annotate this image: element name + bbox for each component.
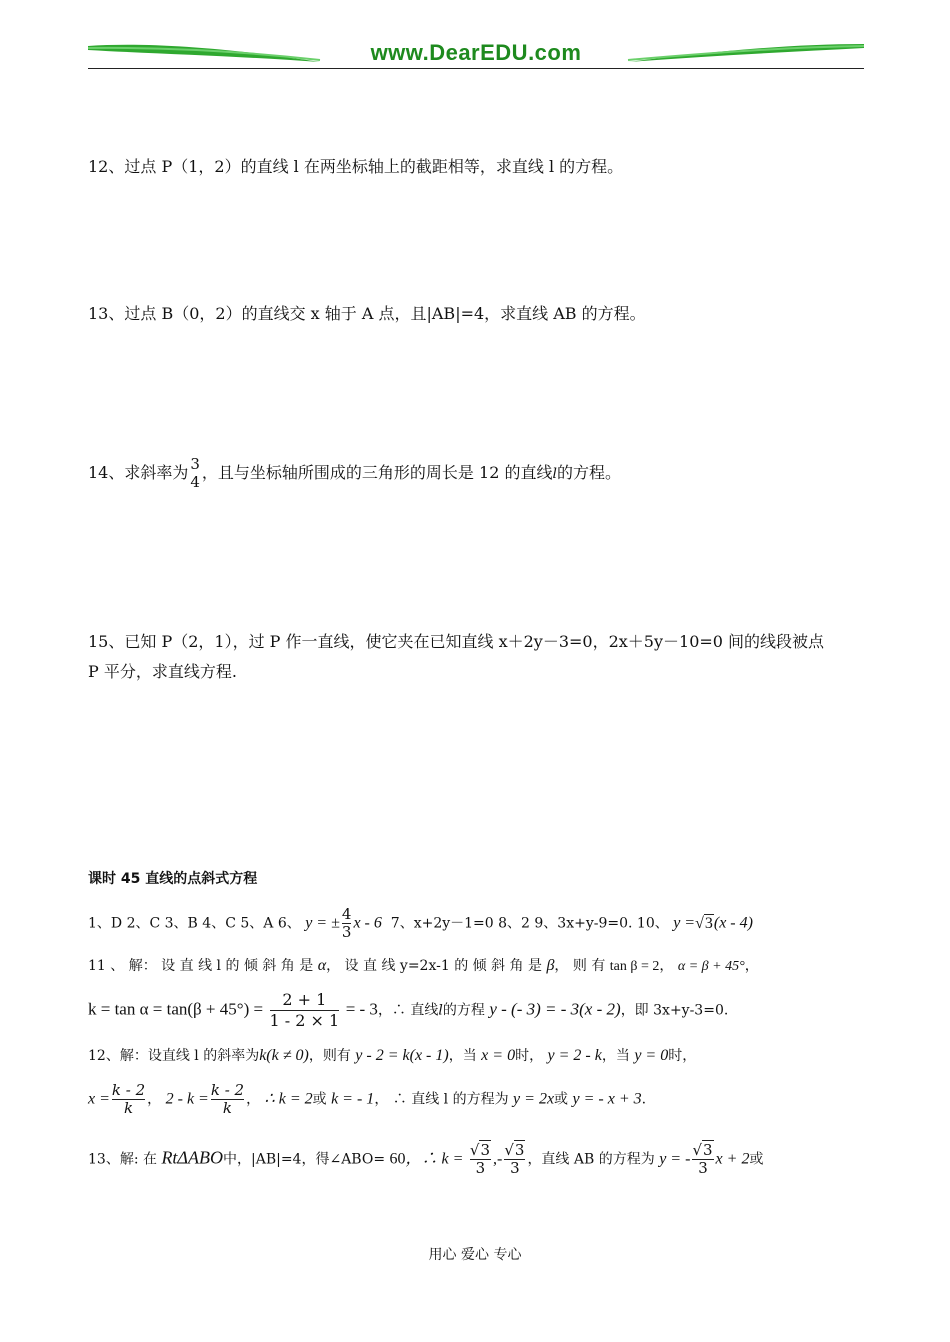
slope-fraction-3 <box>692 1142 713 1177</box>
or-text: 或 <box>554 1091 569 1108</box>
fraction-numerator: √3 <box>692 1141 713 1159</box>
angle-value: 60 <box>389 1150 406 1168</box>
line-symbol: l <box>438 1002 443 1019</box>
answer-11-line-1 <box>88 953 759 980</box>
answer-13-text-a: 13、解: 在 <box>88 1151 157 1168</box>
line-equation-2: y = - x + 3 <box>572 1090 642 1108</box>
radicand: 3 <box>703 1141 713 1159</box>
therefore-text: ，∴ 直线 <box>377 1002 439 1019</box>
slope-fraction-2 <box>504 1142 525 1177</box>
k-solution-1: ∴ k = 2 <box>264 1090 313 1108</box>
answer-12-text-f: 时， <box>668 1048 697 1064</box>
intercept-fraction <box>211 1082 244 1117</box>
question-15-line-1: 15、已知 P（2，1），过 P 作一直线，使它夹在已知直线 x＋2y－3=0，2x＋5y－10=0 间的线段被点 <box>88 632 825 651</box>
answer-11-line-2 <box>88 990 728 1031</box>
radicand: 3 <box>480 1141 490 1159</box>
answer-12-text-d: 时， <box>515 1048 544 1064</box>
line-eq-lhs: y = - <box>659 1150 691 1168</box>
or-text: 或 <box>312 1091 327 1108</box>
answer-6-lhs: y = ± <box>305 914 340 932</box>
answer-13-line-1 <box>88 1142 763 1177</box>
x-zero: x = 0 <box>481 1047 516 1064</box>
answer-line-1-6-10 <box>88 906 753 941</box>
fraction-numerator: 3 <box>190 455 200 473</box>
period: . <box>641 1091 647 1108</box>
fraction-numerator: k - 2 <box>210 1081 245 1099</box>
slope-fraction-1 <box>470 1142 491 1177</box>
alpha-symbol: α <box>317 957 327 974</box>
slope-k: k(k ≠ 0) <box>259 1047 309 1064</box>
fraction-denominator: k <box>123 1099 134 1117</box>
fraction-denominator: 3 <box>475 1159 486 1177</box>
question-12: 12、过点 P（1，2）的直线 l 在两坐标轴上的截距相等，求直线 l 的方程。 <box>88 157 624 176</box>
answer-13-text-b: 中，|AB|=4，得∠ABO= <box>223 1151 386 1168</box>
separator: ， <box>744 958 759 974</box>
answers-section-title: 课时 45 直线的点斜式方程 <box>88 871 258 887</box>
question-14-body: ，且与坐标轴所围成的三角形的周长是 12 的直线 <box>201 463 553 482</box>
x-intercept-fraction <box>112 1082 145 1117</box>
fraction-denominator: 4 <box>190 473 200 491</box>
answer-6-rhs: x - 6 <box>353 914 382 932</box>
alpha-eq: α = β + 45° <box>677 959 745 974</box>
k-value: = - 3 <box>345 999 378 1019</box>
line-symbol: l <box>552 466 557 482</box>
k-solution-2: k = - 1 <box>331 1090 375 1108</box>
beta-symbol: β <box>546 957 555 974</box>
fraction-numerator: 4 <box>341 905 352 923</box>
page-header <box>88 38 864 74</box>
question-13: 13、过点 B（0，2）的直线交 x 轴于 A 点，且|AB|=4，求直线 AB 的方程。 <box>88 304 646 323</box>
line-equation-1: y = 2x <box>513 1090 555 1108</box>
answer-11-text-b: ， 设 直 线 y=2x-1 的 倾 斜 角 是 <box>326 958 542 974</box>
separator: ， <box>246 1091 261 1108</box>
tan-beta-eq: tan β = 2 <box>609 959 660 974</box>
fraction-numerator: √3 <box>469 1141 490 1159</box>
answer-12-line-1 <box>88 1043 696 1069</box>
question-15 <box>88 627 868 687</box>
page-footer: 用心 爱心 专心 <box>428 1247 522 1263</box>
brand-logo-text: www.DearEDU.com <box>370 40 582 65</box>
answers-7-to-10: 7、x+2y－1=0 8、2 9、3x+y-9=0. 10、 <box>390 915 669 932</box>
answer-12-line-2 <box>88 1082 646 1117</box>
separator: ， <box>147 1091 162 1108</box>
k-tan-eq: k = tan α = tan(β + 45°) = <box>88 999 264 1019</box>
separator: ， <box>374 1091 389 1108</box>
question-14-end: 的方程。 <box>556 463 621 482</box>
answer-12-text-a: 12、解：设直线 l 的斜率为 <box>88 1048 260 1064</box>
point-slope-eq: y - 2 = k(x - 1) <box>355 1047 449 1064</box>
fraction-denominator: 1 - 2 × 1 <box>269 1011 340 1030</box>
fraction-denominator: 3 <box>341 923 352 941</box>
y-intercept: y = 2 - k <box>547 1047 602 1064</box>
fraction-numerator: k - 2 <box>111 1081 146 1099</box>
header-divider <box>88 68 864 69</box>
answer-10-lhs: y = <box>673 914 696 932</box>
separator: ,- <box>493 1150 503 1168</box>
line-equation: y - (- 3) = - 3(x - 2) <box>489 999 621 1019</box>
answer-12-text-b: ，则有 <box>308 1048 351 1064</box>
fraction-numerator: √3 <box>504 1141 525 1159</box>
answer-6-fraction <box>342 906 352 941</box>
fraction-denominator: 3 <box>698 1159 708 1177</box>
answer-12-text-c: ，当 <box>448 1048 477 1064</box>
fraction-denominator: 3 <box>510 1159 520 1177</box>
question-15-line-2: P 平分，求直线方程. <box>88 662 237 681</box>
line-equation-label: ∴ 直线 l 的方程为 <box>392 1091 509 1108</box>
question-14-prefix: 14、求斜率为 <box>88 463 189 482</box>
line-eq-rhs: x + 2 <box>715 1150 750 1168</box>
equation-label: 的方程 <box>442 1002 485 1019</box>
answer-11-result: ，即 3x+y-3=0. <box>620 1002 729 1019</box>
triangle-symbol: RtΔABO <box>161 1147 223 1168</box>
x-eq: x = <box>88 1090 110 1108</box>
or-text: 或 <box>749 1151 764 1168</box>
sqrt-3: √3 <box>695 914 713 932</box>
y-zero: y = 0 <box>634 1047 669 1064</box>
k-fraction <box>270 990 340 1031</box>
slope-fraction <box>190 456 200 491</box>
intercept-equation: 2 - k = <box>165 1090 209 1108</box>
fraction-numerator: 2 + 1 <box>270 990 340 1011</box>
answer-11-text-c: ， 则 有 <box>554 958 606 974</box>
answer-11-text-a: 11 、 解： 设 直 线 l 的 倾 斜 角 是 <box>88 958 314 974</box>
radicand: 3 <box>514 1141 525 1159</box>
answer-12-text-e: ，当 <box>601 1048 630 1064</box>
answer-13-text-d: ，直线 AB 的方程为 <box>527 1151 655 1168</box>
radicand: 3 <box>704 914 713 932</box>
answer-10-rhs: (x - 4) <box>713 914 753 932</box>
separator: ， <box>659 958 674 974</box>
fraction-denominator: k <box>222 1099 233 1117</box>
question-14 <box>88 456 621 491</box>
answers-1-to-6: 1、D 2、C 3、B 4、C 5、A 6、 <box>88 915 301 932</box>
k-eq: ，∴ k = <box>405 1150 464 1168</box>
